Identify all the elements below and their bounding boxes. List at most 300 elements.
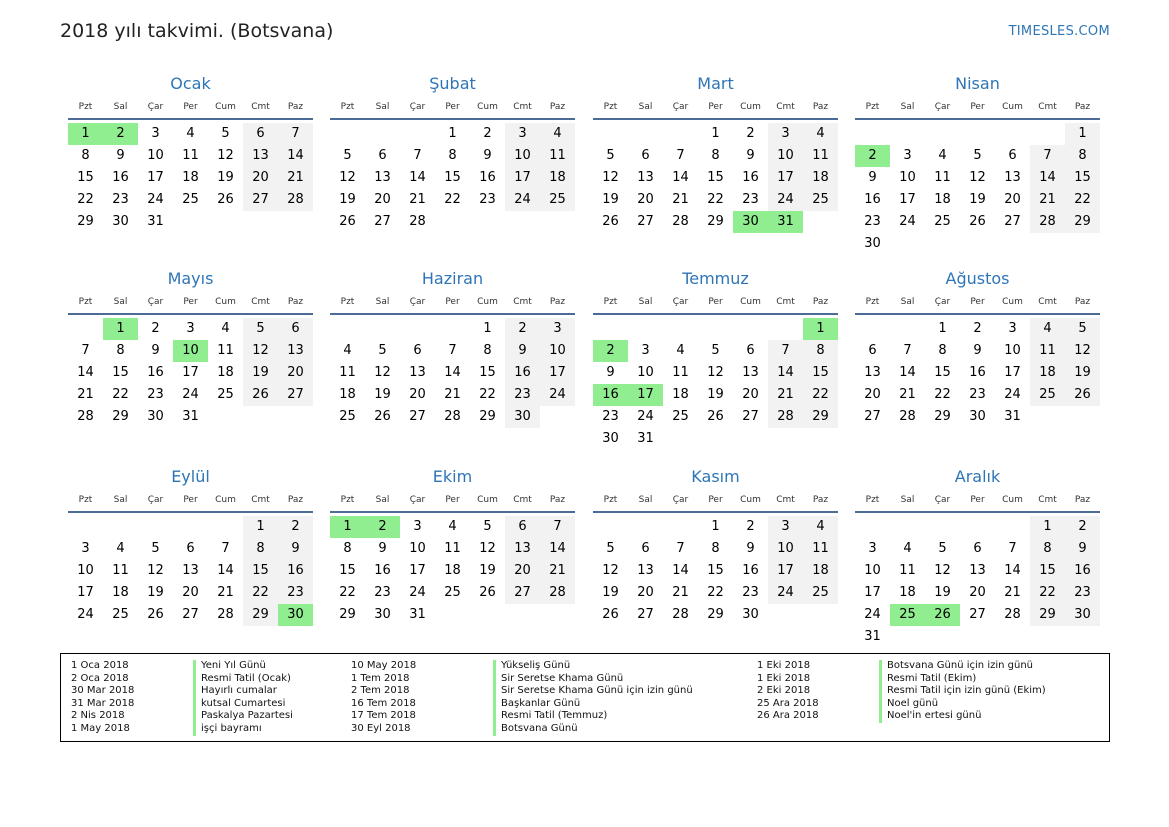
day-cell: 2 — [278, 516, 313, 538]
weekday-label: Per — [970, 102, 985, 112]
weekday-header — [330, 491, 575, 513]
weekday-label: Per — [708, 297, 723, 307]
day-cell: 27 — [864, 409, 881, 424]
day-cell: 8 — [81, 148, 90, 163]
day-cell: 19 — [339, 192, 356, 207]
day-cell: 28 — [217, 607, 234, 622]
weekday-label: Pzt — [78, 297, 93, 307]
day-cell: 12 — [602, 563, 619, 578]
weekday-label: Sal — [113, 495, 128, 505]
day-cell: 17 — [409, 563, 426, 578]
day-cell: 18 — [934, 192, 951, 207]
weekday-label: Per — [445, 297, 460, 307]
day-cell: 15 — [1065, 167, 1100, 189]
weekday-label: Cmt — [251, 297, 270, 307]
weekday-header — [68, 98, 313, 120]
day-cell: 23 — [112, 192, 129, 207]
day-cell: 9 — [973, 343, 982, 358]
legend-dates — [757, 660, 819, 723]
day-cell: 31 — [147, 214, 164, 229]
day-cell: 27 — [409, 409, 426, 424]
weekday-header — [68, 491, 313, 513]
day-cell: 16 — [969, 365, 986, 380]
day-cell: 13 — [243, 145, 278, 167]
day-cell: 6 — [278, 318, 313, 340]
day-cell: 29 — [112, 409, 129, 424]
day-cell: 9 — [1065, 538, 1100, 560]
day-cell: 7 — [676, 541, 685, 556]
day-cell: 12 — [217, 148, 234, 163]
weekday-label: Sal — [375, 102, 390, 112]
empty-cell — [103, 516, 138, 538]
weekday-label: Çar — [934, 297, 951, 307]
day-cell: 20 — [409, 387, 426, 402]
holiday-day: 16 — [593, 384, 628, 406]
day-cell: 29 — [1065, 211, 1100, 233]
holiday-day: 31 — [768, 211, 803, 233]
day-cell: 6 — [641, 541, 650, 556]
day-cell: 26 — [339, 214, 356, 229]
day-cell: 6 — [973, 541, 982, 556]
day-cell: 5 — [151, 541, 160, 556]
day-cell: 30 — [112, 214, 129, 229]
day-cell: 6 — [413, 343, 422, 358]
day-grid — [68, 516, 313, 626]
weekday-label: Paz — [287, 102, 304, 112]
weekday-label: Çar — [147, 102, 164, 112]
holiday-day: 17 — [628, 384, 663, 406]
day-cell: 12 — [707, 365, 724, 380]
empty-cell — [855, 516, 890, 538]
weekday-label: Cmt — [251, 495, 270, 505]
day-cell: 20 — [864, 387, 881, 402]
month-name: Aralık — [954, 467, 1001, 486]
month-name: Haziran — [421, 269, 484, 288]
day-cell: 9 — [505, 340, 540, 362]
day-cell: 22 — [803, 384, 838, 406]
day-cell: 8 — [116, 343, 125, 358]
weekday-label: Cmt — [776, 102, 795, 112]
day-cell: 10 — [409, 541, 426, 556]
day-cell: 7 — [1030, 145, 1065, 167]
day-cell: 10 — [899, 170, 916, 185]
day-cell: 7 — [1008, 541, 1017, 556]
day-cell: 6 — [641, 148, 650, 163]
day-cell: 18 — [899, 585, 916, 600]
weekday-header — [855, 98, 1100, 120]
day-cell: 11 — [1030, 340, 1065, 362]
day-cell: 5 — [606, 148, 615, 163]
holiday-day: 30 — [278, 604, 313, 626]
day-cell: 8 — [243, 538, 278, 560]
day-grid — [330, 318, 575, 428]
day-cell: 26 — [374, 409, 391, 424]
day-cell: 10 — [637, 365, 654, 380]
holiday-day: 26 — [925, 604, 960, 626]
day-cell: 4 — [448, 519, 457, 534]
day-cell: 3 — [540, 318, 575, 340]
day-cell: 22 — [707, 192, 724, 207]
month-name: Ekim — [432, 467, 473, 486]
day-grid — [855, 123, 1100, 255]
empty-cell — [593, 516, 628, 538]
weekday-header — [593, 293, 838, 315]
day-cell: 4 — [1030, 318, 1065, 340]
legend-holiday-name: Resmi Tatil (Ekim) — [879, 673, 1046, 686]
weekday-label: Çar — [147, 495, 164, 505]
day-cell: 9 — [868, 170, 877, 185]
legend-date: 31 Mar 2018 — [71, 697, 135, 709]
empty-cell — [925, 516, 960, 538]
weekday-header — [330, 98, 575, 120]
legend-holiday-name: Noel'in ertesi günü — [879, 710, 1046, 723]
day-cell: 30 — [147, 409, 164, 424]
empty-cell — [663, 516, 698, 538]
empty-cell — [400, 123, 435, 145]
day-cell: 27 — [637, 607, 654, 622]
weekday-label: Çar — [934, 495, 951, 505]
empty-cell — [593, 123, 628, 145]
day-cell: 9 — [483, 148, 492, 163]
day-cell: 20 — [969, 585, 986, 600]
day-cell: 1 — [1065, 123, 1100, 145]
day-cell: 23 — [864, 214, 881, 229]
day-grid — [593, 318, 838, 450]
day-cell: 10 — [1004, 343, 1021, 358]
day-cell: 5 — [243, 318, 278, 340]
day-cell: 21 — [409, 192, 426, 207]
day-cell: 19 — [243, 362, 278, 384]
day-cell: 19 — [934, 585, 951, 600]
legend-holiday-name: Sir Seretse Khama Günü — [493, 673, 693, 686]
legend-date: 25 Ara 2018 — [757, 697, 819, 709]
holiday-day: 1 — [103, 318, 138, 340]
weekday-label: Sal — [113, 297, 128, 307]
weekday-label: Paz — [287, 297, 304, 307]
weekday-label: Paz — [549, 495, 566, 505]
day-cell: 13 — [742, 365, 759, 380]
day-cell: 13 — [409, 365, 426, 380]
day-cell: 11 — [803, 145, 838, 167]
day-cell: 13 — [374, 170, 391, 185]
day-cell: 7 — [278, 123, 313, 145]
day-cell: 25 — [540, 189, 575, 211]
day-cell: 25 — [217, 387, 234, 402]
day-grid — [330, 123, 575, 233]
day-cell: 11 — [217, 343, 234, 358]
weekday-label: Cum — [1002, 297, 1023, 307]
day-cell: 26 — [602, 607, 619, 622]
day-cell: 30 — [1065, 604, 1100, 626]
day-cell: 1 — [483, 321, 492, 336]
day-cell: 12 — [1065, 340, 1100, 362]
legend-holiday-name: Botsvana Günü için izin günü — [879, 660, 1046, 673]
day-cell: 8 — [1030, 538, 1065, 560]
weekday-label: Per — [970, 297, 985, 307]
day-cell: 29 — [707, 607, 724, 622]
day-cell: 24 — [899, 214, 916, 229]
month-calendar — [593, 267, 838, 450]
weekday-label: Çar — [672, 495, 689, 505]
day-cell: 1 — [711, 519, 720, 534]
day-cell: 8 — [1065, 145, 1100, 167]
day-cell: 27 — [742, 409, 759, 424]
day-cell: 16 — [864, 192, 881, 207]
empty-cell — [890, 516, 925, 538]
day-grid — [68, 318, 313, 428]
day-cell: 8 — [483, 343, 492, 358]
empty-cell — [628, 516, 663, 538]
day-cell: 2 — [746, 126, 755, 141]
weekday-label: Pzt — [865, 297, 880, 307]
day-cell: 21 — [77, 387, 94, 402]
legend-date: 2 Oca 2018 — [71, 672, 129, 684]
month-calendar — [330, 465, 575, 626]
day-cell: 29 — [339, 607, 356, 622]
day-cell: 9 — [151, 343, 160, 358]
day-cell: 27 — [182, 607, 199, 622]
empty-cell — [628, 123, 663, 145]
day-cell: 29 — [243, 604, 278, 626]
day-cell: 3 — [81, 541, 90, 556]
day-cell: 26 — [147, 607, 164, 622]
legend-holiday-name: Resmi Tatil (Ocak) — [193, 673, 293, 686]
day-cell: 11 — [339, 365, 356, 380]
day-cell: 3 — [413, 519, 422, 534]
month-name: Eylül — [171, 467, 210, 486]
weekday-header — [593, 491, 838, 513]
day-cell: 17 — [1004, 365, 1021, 380]
month-name: Temmuz — [682, 269, 749, 288]
day-cell: 25 — [672, 409, 689, 424]
day-cell: 18 — [803, 167, 838, 189]
day-cell: 11 — [540, 145, 575, 167]
weekday-label: Sal — [638, 102, 653, 112]
weekday-label: Pzt — [603, 297, 618, 307]
day-cell: 15 — [77, 170, 94, 185]
day-cell: 24 — [77, 607, 94, 622]
day-cell: 21 — [672, 192, 689, 207]
weekday-header — [593, 98, 838, 120]
day-cell: 28 — [768, 406, 803, 428]
day-cell: 3 — [505, 123, 540, 145]
day-cell: 16 — [278, 560, 313, 582]
legend-holiday-name: Yeni Yıl Günü — [193, 660, 293, 673]
day-cell: 10 — [505, 145, 540, 167]
weekday-label: Çar — [672, 297, 689, 307]
day-cell: 27 — [637, 214, 654, 229]
day-cell: 31 — [1004, 409, 1021, 424]
weekday-header — [330, 293, 575, 315]
day-cell: 24 — [540, 384, 575, 406]
day-cell: 22 — [1030, 582, 1065, 604]
weekday-header — [68, 293, 313, 315]
day-cell: 24 — [864, 607, 881, 622]
day-cell: 6 — [378, 148, 387, 163]
day-cell: 1 — [1030, 516, 1065, 538]
day-cell: 11 — [803, 538, 838, 560]
month-name: Mart — [697, 74, 734, 93]
day-cell: 14 — [540, 538, 575, 560]
weekday-label: Çar — [409, 495, 426, 505]
holiday-day: 1 — [330, 516, 365, 538]
day-cell: 6 — [186, 541, 195, 556]
weekday-label: Cmt — [513, 102, 532, 112]
day-cell: 20 — [182, 585, 199, 600]
day-cell: 4 — [116, 541, 125, 556]
day-grid — [593, 516, 838, 626]
empty-cell — [435, 318, 470, 340]
weekday-label: Çar — [147, 297, 164, 307]
empty-cell — [960, 123, 995, 145]
weekday-label: Per — [183, 495, 198, 505]
weekday-label: Sal — [113, 102, 128, 112]
holiday-day: 30 — [733, 211, 768, 233]
day-cell: 26 — [217, 192, 234, 207]
day-cell: 26 — [969, 214, 986, 229]
weekday-label: Paz — [549, 102, 566, 112]
weekday-label: Pzt — [340, 495, 355, 505]
day-cell: 24 — [768, 582, 803, 604]
day-cell: 23 — [969, 387, 986, 402]
month-name: Mayıs — [167, 269, 214, 288]
weekday-label: Cum — [215, 102, 236, 112]
day-cell: 14 — [672, 170, 689, 185]
weekday-label: Pzt — [340, 102, 355, 112]
empty-cell — [733, 318, 768, 340]
day-cell: 21 — [1004, 585, 1021, 600]
weekday-label: Çar — [409, 297, 426, 307]
weekday-label: Cum — [477, 102, 498, 112]
month-calendar — [855, 465, 1100, 648]
day-cell: 4 — [938, 148, 947, 163]
legend-dates — [351, 660, 416, 736]
weekday-label: Per — [183, 297, 198, 307]
day-cell: 6 — [243, 123, 278, 145]
legend-date: 10 May 2018 — [351, 660, 417, 671]
day-cell: 14 — [899, 365, 916, 380]
day-cell: 28 — [409, 214, 426, 229]
empty-cell — [663, 318, 698, 340]
day-cell: 9 — [746, 541, 755, 556]
weekday-label: Pzt — [603, 102, 618, 112]
day-cell: 11 — [934, 170, 951, 185]
weekday-label: Paz — [287, 495, 304, 505]
day-cell: 15 — [707, 170, 724, 185]
day-cell: 29 — [803, 406, 838, 428]
legend-holiday-name: Başkanlar Günü — [493, 698, 693, 711]
day-cell: 3 — [641, 343, 650, 358]
day-cell: 6 — [1008, 148, 1017, 163]
day-cell: 15 — [803, 362, 838, 384]
day-cell: 25 — [1030, 384, 1065, 406]
day-cell: 7 — [448, 343, 457, 358]
legend-date: 1 Oca 2018 — [71, 660, 129, 671]
legend-holiday-name: Hayırlı cumalar — [193, 685, 293, 698]
day-cell: 17 — [768, 167, 803, 189]
day-grid — [855, 318, 1100, 428]
day-cell: 2 — [483, 126, 492, 141]
legend-holiday-name: Paskalya Pazartesi — [193, 710, 293, 723]
weekday-label: Per — [970, 495, 985, 505]
day-cell: 10 — [147, 148, 164, 163]
day-grid — [593, 123, 838, 233]
day-cell: 9 — [278, 538, 313, 560]
day-grid — [330, 516, 575, 626]
day-cell: 18 — [444, 563, 461, 578]
day-cell: 11 — [182, 148, 199, 163]
day-cell: 10 — [864, 563, 881, 578]
day-cell: 8 — [343, 541, 352, 556]
day-cell: 14 — [768, 362, 803, 384]
empty-cell — [960, 516, 995, 538]
day-cell: 17 — [864, 585, 881, 600]
month-calendar — [68, 267, 313, 428]
day-cell: 30 — [374, 607, 391, 622]
day-cell: 13 — [864, 365, 881, 380]
day-cell: 21 — [278, 167, 313, 189]
empty-cell — [890, 318, 925, 340]
day-cell: 2 — [746, 519, 755, 534]
weekday-label: Cmt — [513, 297, 532, 307]
weekday-label: Pzt — [340, 297, 355, 307]
day-cell: 11 — [112, 563, 129, 578]
legend-holiday-name: Sir Seretse Khama Günü için izin günü — [493, 685, 693, 698]
day-cell: 4 — [221, 321, 230, 336]
legend-holiday-name: Botsvana Günü — [493, 723, 693, 736]
empty-cell — [593, 318, 628, 340]
weekday-label: Per — [445, 102, 460, 112]
month-calendar — [330, 267, 575, 428]
empty-cell — [138, 516, 173, 538]
day-cell: 4 — [186, 126, 195, 141]
day-cell: 7 — [676, 148, 685, 163]
empty-cell — [68, 318, 103, 340]
day-cell: 2 — [973, 321, 982, 336]
day-cell: 18 — [803, 560, 838, 582]
weekday-label: Paz — [1074, 297, 1091, 307]
day-cell: 29 — [77, 214, 94, 229]
day-cell: 3 — [868, 541, 877, 556]
day-cell: 16 — [742, 170, 759, 185]
empty-cell — [663, 123, 698, 145]
site-link[interactable]: TIMESLES.COM — [1008, 24, 1110, 39]
day-cell: 15 — [934, 365, 951, 380]
weekday-label: Sal — [638, 495, 653, 505]
empty-cell — [68, 516, 103, 538]
day-cell: 22 — [934, 387, 951, 402]
day-cell: 23 — [742, 585, 759, 600]
holiday-day: 10 — [173, 340, 208, 362]
day-cell: 17 — [505, 167, 540, 189]
weekday-label: Pzt — [865, 495, 880, 505]
legend-holiday-name: Resmi Tatil için izin günü (Ekim) — [879, 685, 1046, 698]
day-cell: 8 — [803, 340, 838, 362]
day-cell: 24 — [1004, 387, 1021, 402]
month-calendar — [593, 72, 838, 233]
empty-cell — [855, 318, 890, 340]
day-cell: 1 — [938, 321, 947, 336]
day-cell: 29 — [1030, 604, 1065, 626]
day-cell: 15 — [243, 560, 278, 582]
day-cell: 20 — [637, 585, 654, 600]
day-cell: 8 — [711, 148, 720, 163]
weekday-label: Paz — [812, 495, 829, 505]
weekday-label: Çar — [934, 102, 951, 112]
weekday-label: Pzt — [865, 102, 880, 112]
month-calendar — [855, 72, 1100, 255]
day-cell: 4 — [343, 343, 352, 358]
